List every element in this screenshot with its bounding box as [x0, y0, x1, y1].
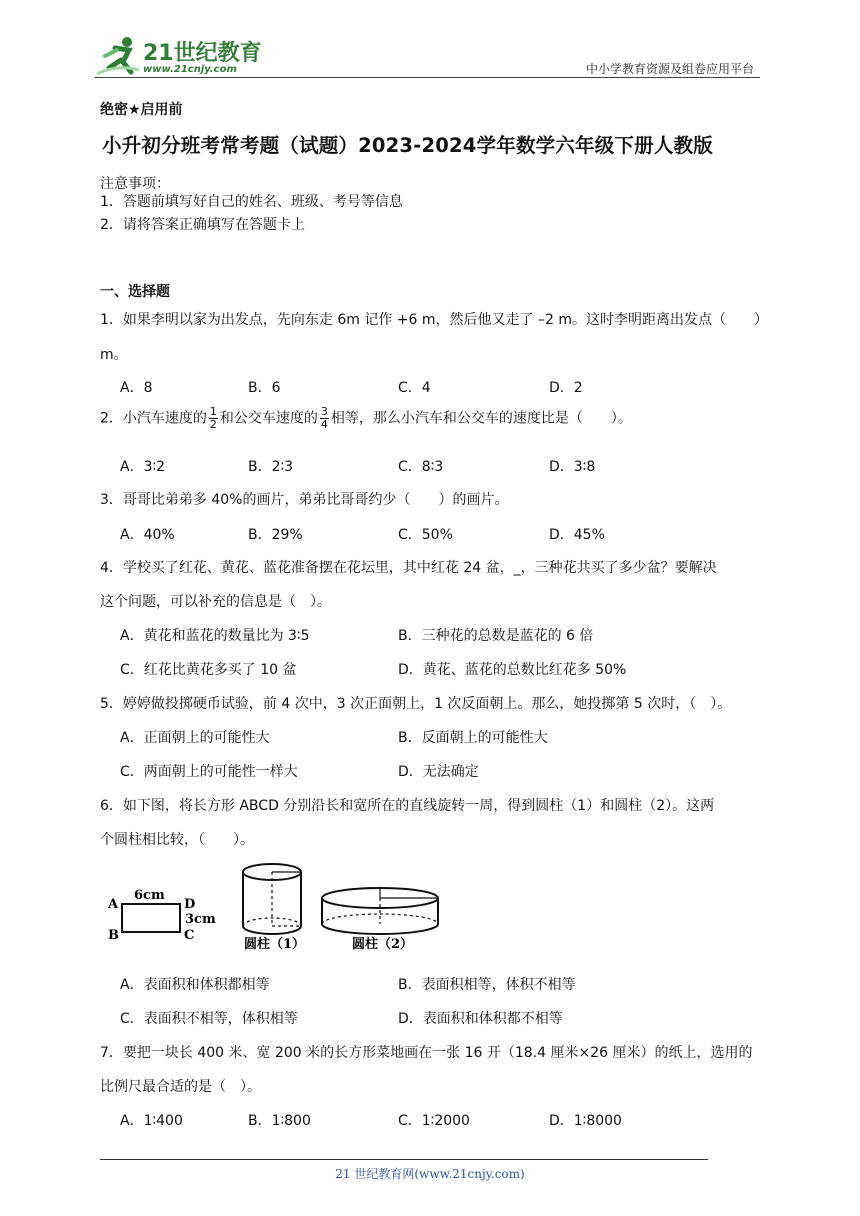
cylinder-1 [243, 864, 301, 934]
option-c: C．表面积不相等，体积相等 [120, 1011, 298, 1027]
rectangle-abcd [122, 904, 180, 932]
option-b: B．1∶800 [248, 1113, 311, 1129]
question-7-text-cont: 比例尺最合适的是（ ）。 [100, 1079, 261, 1095]
rect-length-label: 6cm [134, 888, 165, 903]
cylinder-2-label: 圆柱（2） [352, 937, 414, 952]
vertex-d: D [184, 897, 196, 912]
option-b: B．表面积相等，体积不相等 [398, 977, 576, 993]
option-c: C．红花比黄花多买了 10 盆 [120, 662, 297, 678]
cylinder-figure [100, 858, 450, 958]
option-d: D．45% [549, 527, 605, 543]
question-4-text-cont: 这个问题，可以补充的信息是（ ）。 [100, 594, 331, 610]
option-b: B．反面朝上的可能性大 [398, 730, 548, 746]
option-d: D．3∶8 [549, 459, 596, 475]
question-2-post: 相等，那么小汽车和公交车的速度比是（ ）。 [330, 410, 632, 427]
option-a: A．黄花和蓝花的数量比为 3∶5 [120, 628, 310, 644]
option-a: A．40% [120, 527, 175, 543]
question-1-text: 1．如果李明以家为出发点，先向东走 6m 记作 +6 m，然后他又走了 –2 m。这时李明距离出发点（ ） [100, 312, 768, 328]
fraction-one-half [209, 406, 218, 431]
option-c: C．8∶3 [398, 459, 444, 475]
section-title: 一、选择题 [100, 284, 170, 300]
notice-item: 2．请将答案正确填写在答题卡上 [100, 217, 305, 233]
option-b: B．29% [248, 527, 303, 543]
fraction-numerator: 3 [320, 405, 328, 418]
question-2-pre: 2．小汽车速度的 [100, 410, 207, 427]
footer-divider [100, 1159, 708, 1160]
option-c: C．两面朝上的可能性一样大 [120, 764, 298, 780]
site-logo[interactable] [95, 34, 265, 78]
question-2-mid: 和公交车速度的 [219, 410, 318, 427]
question-6-text-cont: 个圆柱相比较，（ ）。 [100, 832, 254, 848]
option-a: A．表面积和体积都相等 [120, 977, 270, 993]
secret-label: 绝密★启用前 [100, 102, 183, 118]
cylinder-1-label: 圆柱（1） [244, 937, 306, 952]
question-5-text: 5．婷婷做投掷硬币试验，前 4 次中，3 次正面朝上，1 次反面朝上。那么，她投掷第 5 次时，（ ）。 [100, 696, 732, 712]
option-d: D．1∶8000 [549, 1113, 622, 1129]
exam-title: 小升初分班考常考题（试题）2023-2024学年数学六年级下册人教版 [102, 134, 713, 157]
footer-link[interactable]: 21 世纪教育网(www.21cnjy.com) [335, 1167, 525, 1181]
runner-logo-icon [95, 34, 141, 78]
fraction-numerator: 1 [209, 405, 217, 418]
question-7-text: 7．要把一块长 400 米、宽 200 米的长方形菜地画在一张 16 开（18.4 厘米×26 厘米）的纸上，选用的 [100, 1045, 753, 1061]
question-3-text: 3．哥哥比弟弟多 40%的画片，弟弟比哥哥约少（ ）的画片。 [100, 492, 509, 508]
notice-heading: 注意事项： [100, 176, 170, 192]
option-d: D．黄花、蓝花的总数比红花多 50% [398, 662, 627, 678]
platform-name: 中小学教育资源及组卷应用平台 [585, 62, 754, 76]
option-a: A．3∶2 [120, 459, 166, 475]
fraction-denominator: 2 [209, 418, 217, 431]
option-c: C．4 [398, 380, 431, 396]
notice-item: 1．答题前填写好自己的姓名、班级、考号等信息 [100, 194, 403, 210]
cylinder-2 [322, 888, 438, 934]
question-6-text: 6．如下图，将长方形 ABCD 分别沿长和宽所在的直线旋转一周，得到圆柱（1）和圆柱（2）。这两 [100, 798, 715, 814]
fraction-three-quarters [320, 406, 329, 431]
fraction-denominator: 4 [320, 418, 328, 431]
question-2-text [100, 406, 632, 431]
page-header [95, 30, 760, 82]
option-a: A．8 [120, 380, 153, 396]
option-d: D．2 [549, 380, 583, 396]
option-c: C．1∶2000 [398, 1113, 470, 1129]
vertex-c: C [184, 928, 195, 943]
option-c: C．50% [398, 527, 453, 543]
rect-width-label: 3cm [185, 912, 216, 927]
logo-url: www.21cnjy.com [143, 64, 237, 75]
option-d: D．表面积和体积都不相等 [398, 1011, 563, 1027]
question-1-text-cont: m。 [100, 347, 128, 363]
option-b: B．6 [248, 380, 281, 396]
option-a: A．正面朝上的可能性大 [120, 730, 270, 746]
vertex-a: A [108, 897, 119, 912]
option-d: D．无法确定 [398, 764, 479, 780]
logo-text: 21世纪教育 [143, 41, 262, 66]
header-divider [95, 77, 760, 78]
option-b: B．2∶3 [248, 459, 294, 475]
question-4-text: 4．学校买了红花、黄花、蓝花准备摆在花坛里，其中红花 24 盆，_，三种花共买了多少盆？要解决 [100, 560, 717, 576]
option-a: A．1∶400 [120, 1113, 183, 1129]
option-b: B．三种花的总数是蓝花的 6 倍 [398, 628, 594, 644]
vertex-b: B [108, 928, 119, 943]
